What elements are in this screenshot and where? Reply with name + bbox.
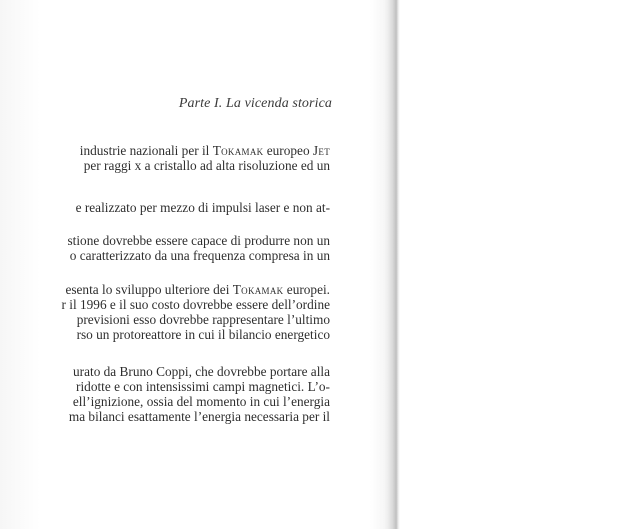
text-run: previsioni esso dovrebbe rappresentare l’ultimo — [76, 312, 330, 327]
small-caps-term: Tokamak — [212, 143, 264, 158]
text-line — [0, 233, 330, 248]
text-run: rso un protoreattore in cui il bilancio energetico — [76, 327, 330, 342]
text-run: stione dovrebbe essere capace di produrre non un — [67, 233, 330, 248]
text-run: ma bilanci esattamente l’energia necessaria per il — [68, 409, 330, 424]
text-line — [0, 282, 330, 297]
text-line — [0, 327, 330, 342]
text-run: r il 1996 e il suo costo dovrebbe essere dell’ordine — [61, 297, 330, 312]
text-line — [0, 379, 330, 394]
text-run: ridotte e con intensissimi campi magnetici. L’o- — [76, 379, 330, 394]
text-line — [0, 143, 330, 158]
text-run: e realizzato per mezzo di impulsi laser e non at- — [75, 200, 330, 215]
text-line — [0, 394, 330, 409]
text-line — [0, 297, 330, 312]
text-line — [0, 312, 330, 327]
text-run: per raggi x a cristallo ad alta risoluzione ed un — [83, 158, 330, 173]
text-run: urato da Bruno Coppi, che dovrebbe portare alla — [73, 364, 330, 379]
text-run: europei. — [283, 282, 330, 297]
text-line — [0, 158, 330, 173]
running-header: Parte I. La vicenda storica — [178, 96, 332, 111]
page-fold-shadow — [384, 0, 400, 529]
text-run: ell’ignizione, ossia del momento in cui l’energia — [72, 394, 330, 409]
small-caps-term: Tokamak — [232, 282, 284, 297]
text-line — [0, 409, 330, 424]
text-line — [0, 200, 330, 215]
text-run: o caratterizzato da una frequenza compresa in un — [69, 248, 330, 263]
text-run: europeo — [263, 143, 313, 158]
text-run: industrie nazionali per il — [79, 143, 213, 158]
text-line — [0, 364, 330, 379]
text-line — [0, 248, 330, 263]
text-run: esenta lo sviluppo ulteriore dei — [65, 282, 233, 297]
small-caps-term: Jet — [312, 143, 330, 158]
